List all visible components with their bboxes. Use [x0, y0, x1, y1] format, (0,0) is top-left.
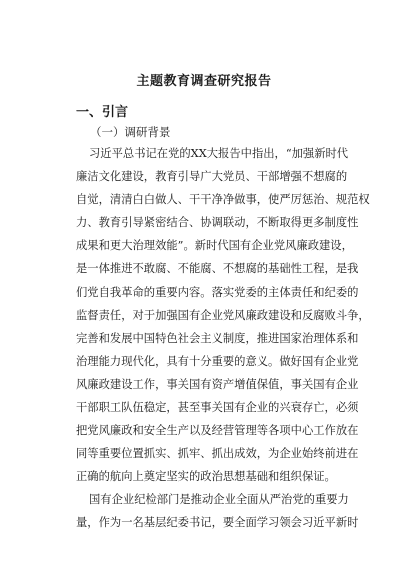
paragraph-line: 监督责任，对于加强国有企业党风廉政建设和反腐败斗争， — [76, 308, 370, 322]
paragraph-line: 同等重要位置抓实、抓牢、抓出成效，为企业始终前进在 — [76, 447, 359, 461]
paragraph-line: 力、教育引导紧密结合、协调联动，不断取得更多制度性 — [76, 216, 359, 230]
paragraph-line: 量，作为一名基层纪委书记，要全面学习领会习近平新时 — [76, 516, 359, 530]
paragraph-line: 治理能力现代化，具有十分重要的意义。做好国有企业党 — [76, 354, 359, 368]
paragraph-line: 自觉，清清白白做人、干干净净做事，使严厉惩治、规范权 — [76, 193, 370, 207]
paragraph-2 — [76, 488, 359, 534]
section-heading-introduction: 一、引言 — [76, 105, 129, 120]
paragraph-line: 廉洁文化建设，教育引导广大党员、干部增强不想腐的 — [76, 170, 348, 184]
paragraph-line: 把党风廉政和安全生产以及经营管理等各项中心工作放在 — [76, 424, 359, 438]
paragraph-line: 干部职工队伍稳定，甚至事关国有企业的兴衰存亡，必须 — [76, 401, 359, 415]
paragraph-line: 成果和更大治理效能”。新时代国有企业党风廉政建设， — [76, 239, 353, 253]
paragraph-line: 习近平总书记在党的XX大报告中指出，“加强新时代 — [89, 147, 349, 160]
paragraph-line: 正确的航向上奠定坚实的政治思想基础和组织保证。 — [76, 470, 336, 484]
paragraph-line: 风廉政建设工作，事关国有资产增值保值，事关国有企业 — [76, 377, 359, 391]
paragraph-line: 是一体推进不敢腐、不能腐、不想腐的基础性工程，是我 — [76, 262, 359, 276]
sub-heading-research-background: （一）调研背景 — [90, 125, 171, 139]
paragraph-line: 完善和发展中国特色社会主义制度，推进国家治理体系和 — [76, 331, 359, 345]
paragraph-line: 们党自我革命的重要内容。落实党委的主体责任和纪委的 — [76, 285, 359, 299]
paragraph-line: 国有企业纪检部门是推动企业全面从严治党的重要力 — [89, 493, 349, 506]
document-title: 主题教育调查研究报告 — [136, 74, 272, 89]
paragraph-1 — [76, 142, 370, 488]
